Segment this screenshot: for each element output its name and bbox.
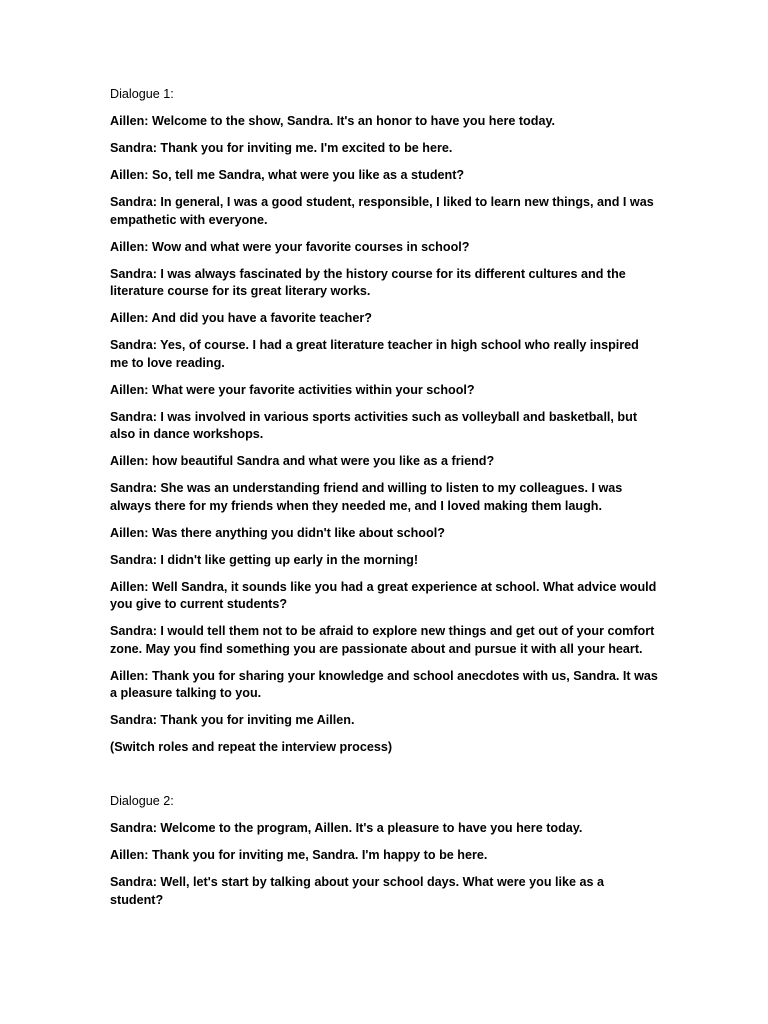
- document-page: [110, 86, 658, 919]
- dialogue-line: Sandra: Yes, of course. I had a great literature teacher in high school who really inspired me to love reading.: [110, 338, 639, 370]
- dialogue-line: Aillen: Was there anything you didn't like about school?: [110, 525, 445, 540]
- dialogue-line: Sandra: Well, let's start by talking about your school days. What were you like as a student?: [110, 875, 605, 907]
- dialogue-line: Aillen: Thank you for sharing your knowledge and school anecdotes with us, Sandra. It was a pleasure talking to you.: [110, 668, 658, 700]
- dialogue-line: Sandra: I would tell them not to be afraid to explore new things and get out of your comfort zone. May you find something you are passionate about and pursue it with all your heart.: [110, 624, 655, 656]
- dialogue-line: Aillen: What were your favorite activities within your school?: [110, 382, 475, 397]
- dialogue-line: Aillen: Thank you for inviting me, Sandra. I'm happy to be here.: [110, 848, 488, 862]
- section-spacer: [110, 766, 658, 793]
- dialogue-line: Sandra: Thank you for inviting me. I'm excited to be here.: [110, 141, 453, 155]
- instruction-note: (Switch roles and repeat the interview process): [110, 740, 393, 754]
- dialogue-2-heading: Dialogue 2:: [110, 794, 174, 808]
- dialogue-line: Sandra: Welcome to the program, Aillen. It's a pleasure to have you here today.: [110, 821, 583, 835]
- dialogue-line: Aillen: Wow and what were your favorite courses in school?: [110, 239, 470, 254]
- dialogue-line: Sandra: I was involved in various sports activities such as volleyball and basketball, but also in dance workshops.: [110, 409, 638, 441]
- dialogue-line: Aillen: So, tell me Sandra, what were you like as a student?: [110, 168, 465, 182]
- dialogue-line: Sandra: Thank you for inviting me Aillen.: [110, 713, 355, 727]
- dialogue-line: Aillen: And did you have a favorite teacher?: [110, 311, 372, 325]
- dialogue-line: Sandra: I was always fascinated by the history course for its different cultures and the literature course for its great literary works.: [110, 266, 626, 298]
- dialogue-line: Sandra: I didn't like getting up early in the morning!: [110, 552, 419, 567]
- dialogue-line: Aillen: Welcome to the show, Sandra. It's an honor to have you here today.: [110, 114, 556, 128]
- dialogue-line: Sandra: In general, I was a good student, responsible, I liked to learn new things, and I was empathetic with everyone.: [110, 195, 654, 227]
- dialogue-1-heading: Dialogue 1:: [110, 87, 174, 101]
- dialogue-line: Sandra: She was an understanding friend and willing to listen to my colleagues. I was always there for my friends when they needed me, and I loved making them laugh.: [110, 481, 623, 513]
- dialogue-line: Aillen: Well Sandra, it sounds like you had a great experience at school. What advice would you give to current students?: [110, 579, 657, 611]
- dialogue-line: Aillen: how beautiful Sandra and what were you like as a friend?: [110, 454, 495, 468]
